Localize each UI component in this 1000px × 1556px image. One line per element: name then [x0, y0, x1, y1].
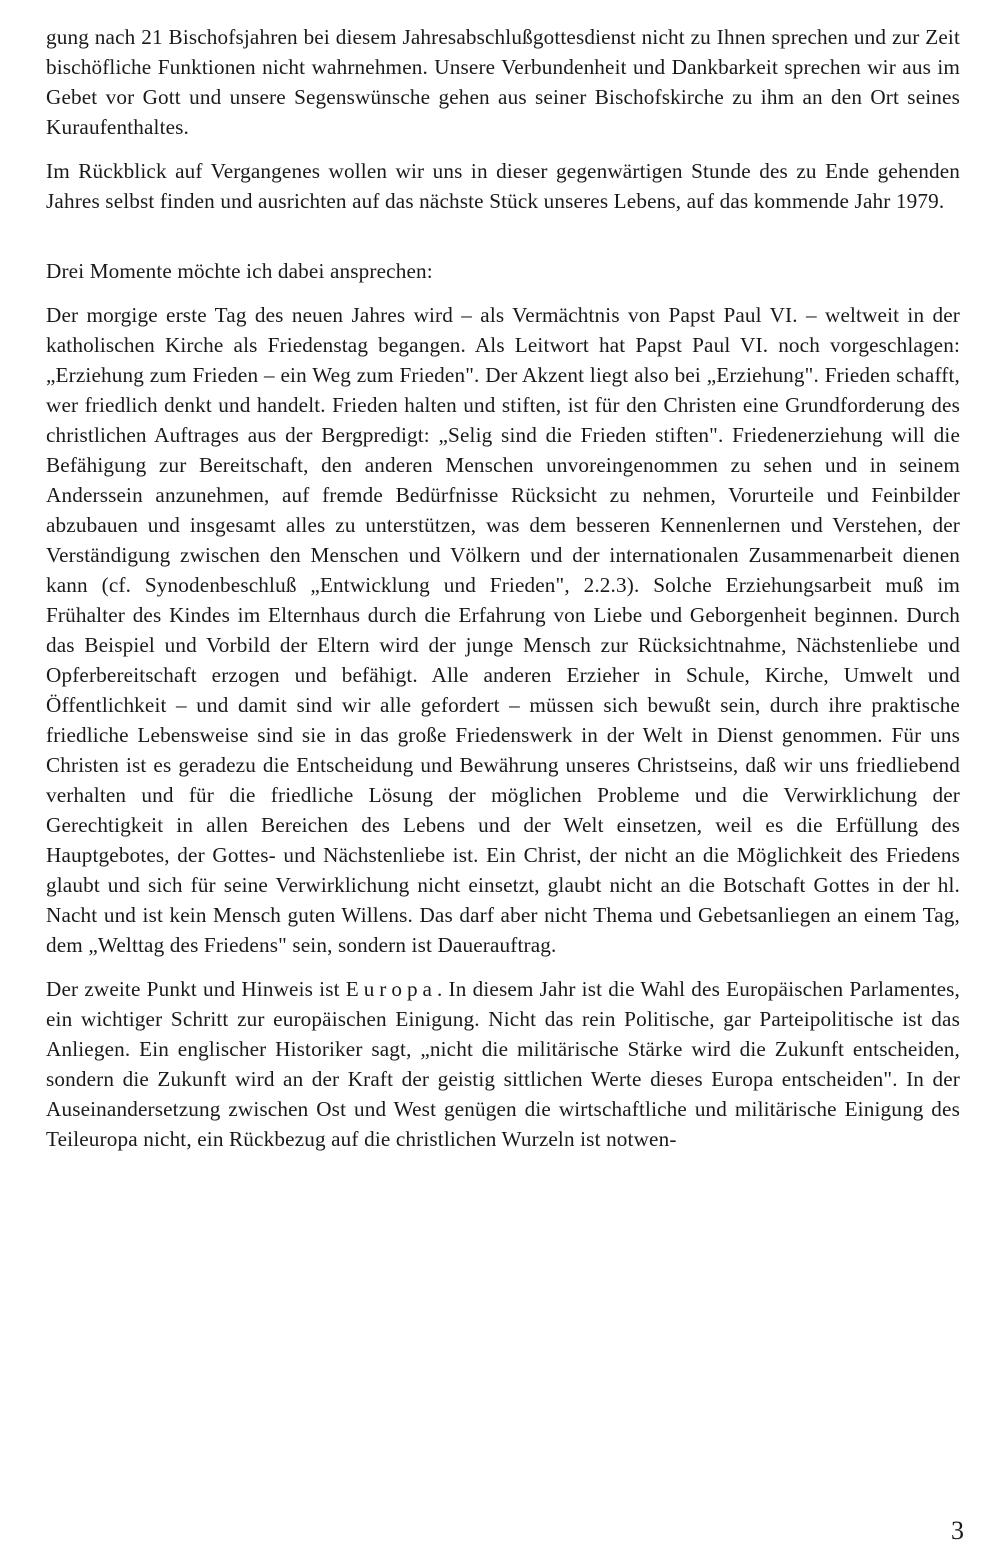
paragraph-bishop-absence: gung nach 21 Bischofsjahren bei diesem Jahresabschlußgottesdienst nicht zu Ihnen sprechen und zur Zeit bischöfliche Funktionen nicht wahrnehmen. Unsere Verbundenheit und Dankbarkeit sprechen wir aus im Gebet vor Gott und unsere Segenswünsche gehen aus seiner Bischofskirche zu ihm an den Ort seines Kuraufenthaltes. [46, 25, 960, 139]
document-page [46, 22, 960, 1168]
europe-text-after: . In diesem Jahr ist die Wahl des Europäischen Parlamentes, ein wichtiger Schritt zur europäischen Einigung. Nicht das rein Politische, gar Parteipolitische ist das Anliegen. Ein englischer Historiker sagt, „nicht die militärische Stärke wird die Zukunft entscheiden, sondern die Zukunft wird an der Kraft der geistig sittlichen Werte dieses Europa entscheiden". In der Auseinandersetzung zwischen Ost und West genügen die wirtschaftliche und militärische Einigung des Teileuropa nicht, ein Rückbezug auf die christlichen Wurzeln ist notwen- [46, 977, 960, 1151]
paragraph-three-moments: Drei Momente möchte ich dabei ansprechen: [46, 259, 433, 283]
paragraph-europe [46, 974, 960, 1154]
europe-emphasis: Europa [345, 977, 437, 1001]
paragraph-retrospect: Im Rückblick auf Vergangenes wollen wir uns in dieser gegenwärtigen Stunde des zu Ende gehenden Jahres selbst finden und ausrichten auf das nächste Stück unseres Lebens, auf das kommende Jahr 1979. [46, 159, 960, 213]
page-number: 3 [951, 1516, 964, 1545]
paragraph-peace-day: Der morgige erste Tag des neuen Jahres wird – als Vermächtnis von Papst Paul VI. – weltweit in der katholischen Kirche als Friedenstag begangen. Als Leitwort hat Papst Paul VI. noch vorgeschlagen: „Erziehung zum Frieden – ein Weg zum Frieden". Der Akzent liegt also bei „Erziehung". Frieden schafft, wer friedlich denkt und handelt. Frieden halten und stiften, ist für den Christen eine Grundforderung des christlichen Auftrages aus der Bergpredigt: „Selig sind die Frieden stiften". Friedenerziehung will die Befähigung zur Bereitschaft, den anderen Menschen unvoreingenommen zu sehen und in seinem Anderssein anzunehmen, auf fremde Bedürfnisse Rücksicht zu nehmen, Vorurteile und Feinbilder abzubauen und insgesamt alles zu unterstützen, was dem besseren Kennenlernen und Verstehen, der Verständigung zwischen den Menschen und Völkern und der internationalen Zusammenarbeit dienen kann (cf. Synodenbeschluß „Entwicklung und Frieden", 2.2.3). Solche Erziehungsarbeit muß im Frühalter des Kindes im Elternhaus durch die Erfahrung von Liebe und Geborgenheit beginnen. Durch das Beispiel und Vorbild der Eltern wird der junge Mensch zur Rücksichtnahme, Nächstenliebe und Opferbereitschaft erzogen und befähigt. Alle anderen Erzieher in Schule, Kirche, Umwelt und Öffentlichkeit – und damit sind wir alle gefordert – müssen sich bewußt sein, durch ihre praktische friedliche Lebensweise sind sie in das große Friedenswerk in der Welt in Dienst genommen. Für uns Christen ist es geradezu die Entscheidung und Bewährung unseres Christseins, daß wir uns friedliebend verhalten und für die friedliche Lösung der möglichen Probleme und die Verwirklichung der Gerechtigkeit in allen Bereichen des Lebens und der Welt einsetzen, weil es die Erfüllung des Hauptgebotes, der Gottes- und Nächstenliebe ist. Ein Christ, der nicht an die Möglichkeit des Friedens glaubt und sich für seine Verwirklichung nicht einsetzt, glaubt nicht an die Botschaft Gottes in der hl. Nacht und ist kein Mensch guten Willens. Das darf aber nicht Thema und Gebetsanliegen an einem Tag, dem „Welttag des Friedens" sein, sondern ist Dauerauftrag. [46, 303, 960, 957]
europe-text-before: Der zweite Punkt und Hinweis ist [46, 977, 346, 1001]
